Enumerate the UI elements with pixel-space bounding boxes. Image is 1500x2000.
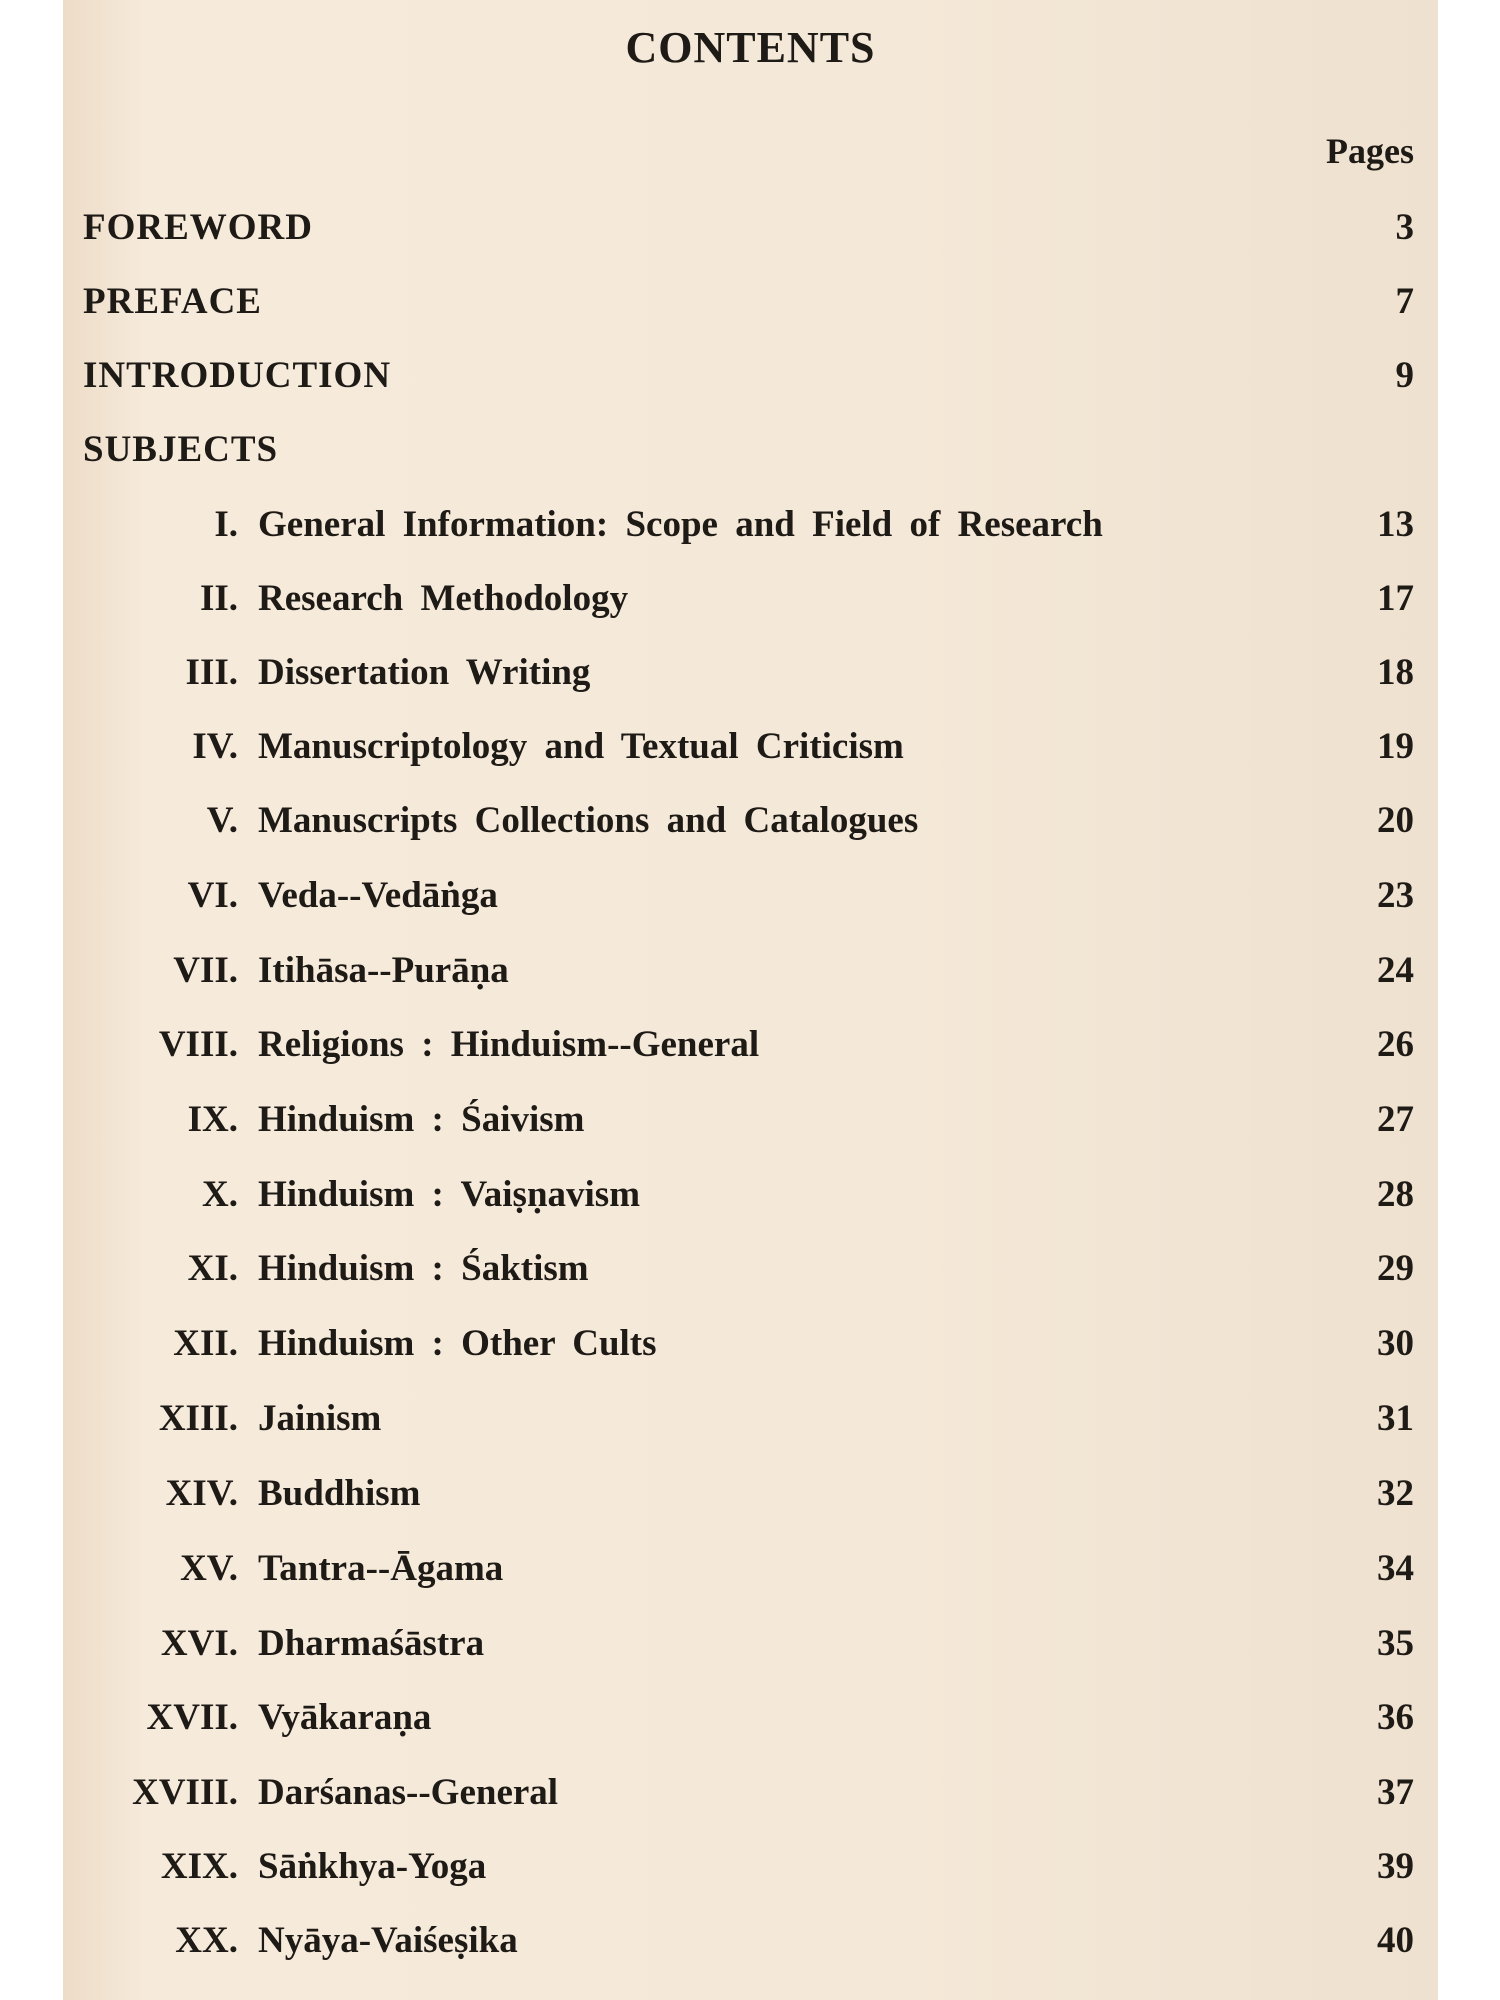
toc-subject-entry — [63, 1919, 1438, 1975]
pages-column-header: Pages — [1326, 131, 1414, 171]
subject-numeral: X. — [202, 1174, 238, 1215]
toc-subject-entry — [63, 725, 1438, 781]
toc-subject-entry — [63, 1322, 1438, 1378]
subject-title: Dharmaśāstra — [258, 1623, 485, 1664]
toc-label: FOREWORD — [83, 207, 313, 248]
toc-entry-preface — [63, 280, 1438, 336]
toc-subject-entry — [63, 874, 1438, 930]
toc-page-number: 7 — [1395, 281, 1414, 322]
subject-title: Hinduism : Other Cults — [258, 1323, 657, 1364]
subject-numeral: VI. — [187, 875, 238, 916]
toc-subject-entry — [63, 1173, 1438, 1229]
subject-title: Buddhism — [258, 1473, 421, 1514]
toc-page-number: 13 — [1377, 504, 1414, 545]
subject-title: Sāṅkhya-Yoga — [258, 1846, 487, 1887]
toc-entry-subjects — [63, 428, 1438, 484]
subject-title: Darśanas--General — [258, 1772, 559, 1813]
subject-numeral: I. — [214, 504, 238, 545]
toc-subject-entry — [63, 1397, 1438, 1453]
subject-numeral: II. — [199, 578, 238, 619]
subject-title: Manuscriptology and Textual Criticism — [258, 726, 904, 767]
toc-page-number: 26 — [1377, 1024, 1414, 1065]
subject-numeral: XVII. — [146, 1697, 238, 1738]
toc-subject-entry — [63, 1547, 1438, 1603]
subject-numeral: VII. — [173, 950, 238, 991]
toc-label: SUBJECTS — [83, 429, 279, 470]
toc-page-number: 19 — [1377, 726, 1414, 767]
toc-page-number: 27 — [1377, 1099, 1414, 1140]
toc-page-number: 9 — [1395, 355, 1414, 396]
subject-title: Tantra--Āgama — [258, 1548, 504, 1589]
toc-page-number: 28 — [1377, 1174, 1414, 1215]
subject-title: Veda--Vedāṅga — [258, 875, 498, 916]
subject-title: Jainism — [258, 1398, 382, 1439]
subject-numeral: XII. — [173, 1323, 238, 1364]
subject-numeral: XVIII. — [132, 1772, 238, 1813]
toc-page-number: 30 — [1377, 1323, 1414, 1364]
subject-title: Hinduism : Śaivism — [258, 1099, 585, 1140]
toc-label: INTRODUCTION — [83, 355, 392, 396]
subject-numeral: V. — [206, 800, 238, 841]
toc-subject-entry — [63, 799, 1438, 855]
subject-title: Research Methodology — [258, 578, 629, 619]
toc-page-number: 18 — [1377, 652, 1414, 693]
toc-page-number: 3 — [1395, 207, 1414, 248]
toc-page-number: 39 — [1377, 1846, 1414, 1887]
subject-title: Hinduism : Vaiṣṇavism — [258, 1174, 641, 1215]
subject-title: Nyāya-Vaiśeṣika — [258, 1920, 518, 1961]
toc-subject-entry — [63, 1023, 1438, 1079]
subject-numeral: VIII. — [158, 1024, 238, 1065]
toc-subject-entry — [63, 1771, 1438, 1827]
page-title: CONTENTS — [625, 23, 876, 72]
book-page — [63, 0, 1438, 2000]
toc-subject-entry — [63, 1696, 1438, 1752]
toc-page-number: 32 — [1377, 1473, 1414, 1514]
subject-numeral: IV. — [192, 726, 238, 767]
subject-title: Vyākaraṇa — [258, 1697, 432, 1738]
subject-title: Manuscripts Collections and Catalogues — [258, 800, 919, 841]
subject-numeral: XIX. — [160, 1846, 238, 1887]
subject-numeral: XVI. — [160, 1623, 238, 1664]
toc-page-number: 37 — [1377, 1772, 1414, 1813]
toc-page-number: 35 — [1377, 1623, 1414, 1664]
subject-numeral: XIV. — [165, 1473, 238, 1514]
toc-page-number: 34 — [1377, 1548, 1414, 1589]
subject-numeral: XIII. — [158, 1398, 238, 1439]
toc-subject-entry — [63, 1098, 1438, 1154]
toc-entry-introduction — [63, 354, 1438, 410]
subject-numeral: XV. — [180, 1548, 238, 1589]
subject-title: General Information: Scope and Field of Research — [258, 504, 1103, 545]
subject-numeral: XI. — [187, 1248, 238, 1289]
toc-page-number: 36 — [1377, 1697, 1414, 1738]
subject-title: Hinduism : Śaktism — [258, 1248, 589, 1289]
toc-subject-entry — [63, 949, 1438, 1005]
toc-subject-entry — [63, 1472, 1438, 1528]
toc-subject-entry — [63, 503, 1438, 559]
toc-label: PREFACE — [83, 281, 262, 322]
subject-title: Dissertation Writing — [258, 652, 591, 693]
toc-page-number: 40 — [1377, 1920, 1414, 1961]
toc-subject-entry — [63, 651, 1438, 707]
subject-numeral: III. — [185, 652, 238, 693]
subject-title: Itihāsa--Purāṇa — [258, 950, 509, 991]
toc-page-number: 31 — [1377, 1398, 1414, 1439]
toc-entry-foreword — [63, 206, 1438, 262]
toc-page-number: 29 — [1377, 1248, 1414, 1289]
toc-page-number: 23 — [1377, 875, 1414, 916]
toc-subject-entry — [63, 1247, 1438, 1303]
toc-page-number: 17 — [1377, 578, 1414, 619]
toc-subject-entry — [63, 577, 1438, 633]
toc-subject-entry — [63, 1845, 1438, 1901]
subject-numeral: XX. — [175, 1920, 238, 1961]
toc-page-number: 24 — [1377, 950, 1414, 991]
subject-title: Religions : Hinduism--General — [258, 1024, 760, 1065]
subject-numeral: IX. — [187, 1099, 238, 1140]
toc-page-number: 20 — [1377, 800, 1414, 841]
toc-subject-entry — [63, 1622, 1438, 1678]
